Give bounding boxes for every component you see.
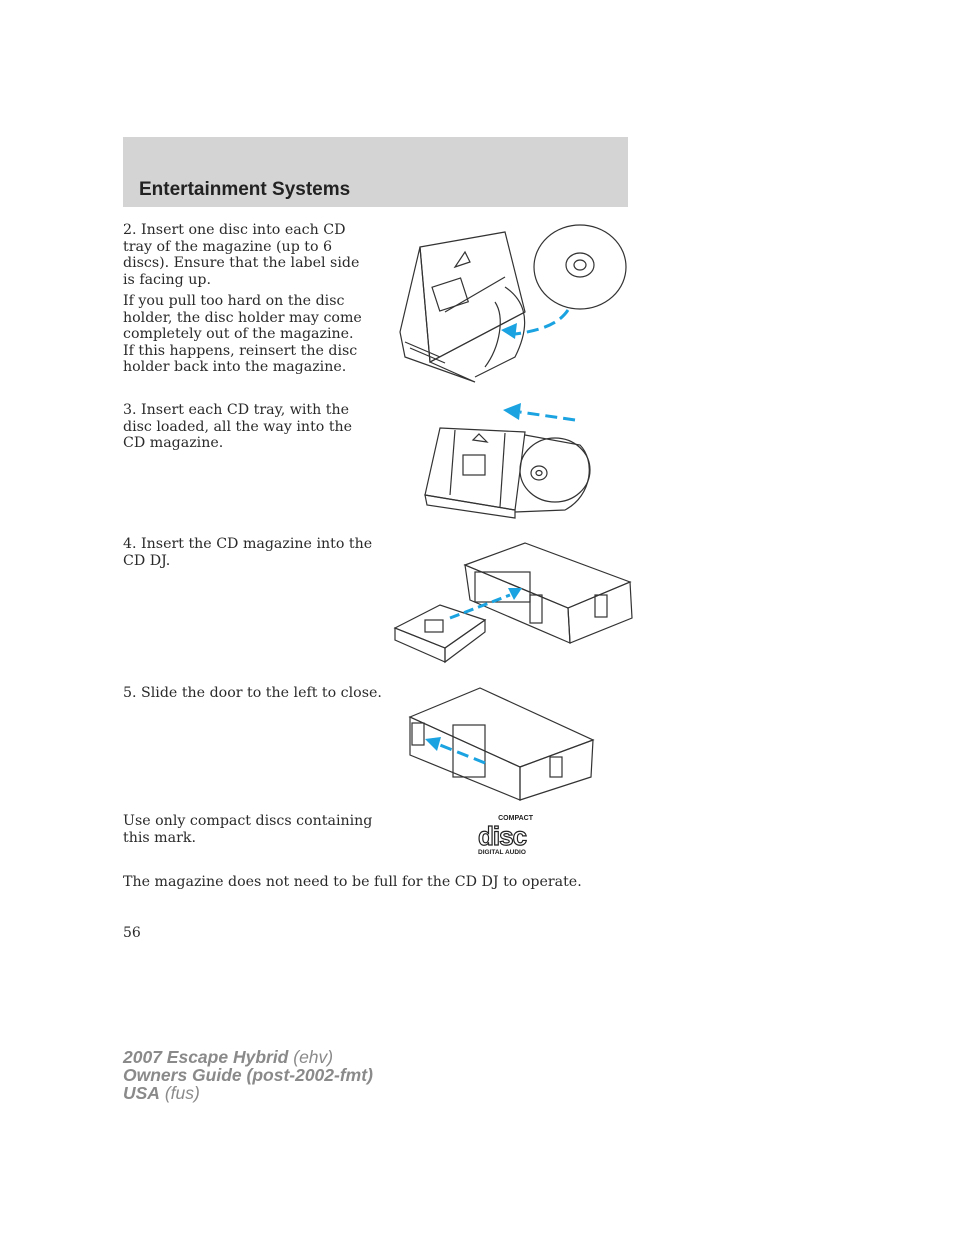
page-number: 56: [123, 925, 141, 941]
step-3-text: 3. Insert each CD tray, with the disc loaded, all the way into the CD magazine.: [123, 402, 353, 451]
magazine-note: The magazine does not need to be full for the CD DJ to operate.: [123, 874, 582, 890]
section-header: [123, 137, 628, 207]
step-2-note: If you pull too hard on the disc holder, the disc holder may come completely out of the magazine. If this happens, reinsert the disc holder back into the magazine.: [123, 293, 362, 375]
tray-into-magazine-illustration: [415, 400, 600, 525]
compact-disc-logo: COMPACT disc DIGITAL AUDIO: [478, 815, 533, 856]
compact-disc-note: Use only compact discs containing this mark.: [123, 813, 373, 846]
step-2-text: 2. Insert one disc into each CD tray of the magazine (up to 6 discs). Ensure that the label side is facing up.: [123, 222, 360, 288]
step-4-text: 4. Insert the CD magazine into the CD DJ.: [123, 536, 373, 569]
step-5-text: 5. Slide the door to the left to close.: [123, 685, 382, 701]
section-title: Entertainment Systems: [139, 179, 351, 200]
document-footer: 2007 Escape Hybrid (ehv) Owners Guide (post-2002-fmt) USA (fus): [123, 1047, 373, 1103]
magazine-into-cd-dj-illustration: [390, 540, 635, 665]
slide-door-close-illustration: [405, 685, 595, 803]
cd-tray-disc-illustration: [385, 222, 630, 392]
